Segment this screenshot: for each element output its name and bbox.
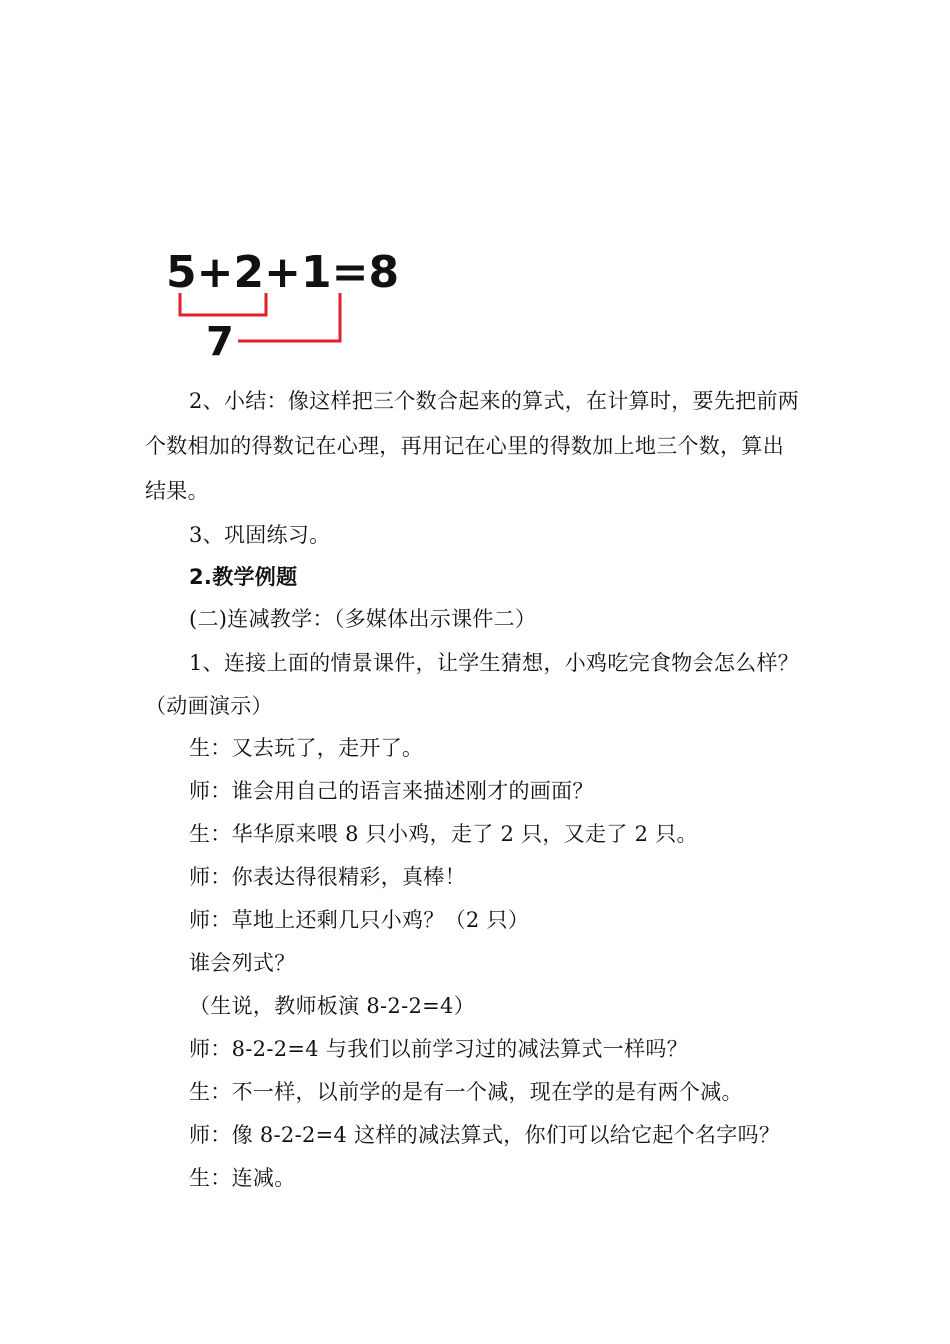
dialogue-line: 生：不一样，以前学的是有一个减，现在学的是有两个减。 (189, 1080, 743, 1104)
summary-line-2: 个数相加的得数记在心理，再用记在心里的得数加上地三个数，算出 (145, 434, 784, 458)
subsection-heading: (二)连减教学：（多媒体出示课件二） (189, 607, 537, 631)
dialogue-line: 师：8-2-2=4 与我们以前学习过的减法算式一样吗？ (189, 1037, 689, 1061)
dialogue-line: 师：像 8-2-2=4 这样的减法算式，你们可以给它起个名字吗？ (189, 1123, 781, 1147)
dialogue-line: 生：华华原来喂 8 只小鸡，走了 2 只，又走了 2 只。 (189, 822, 698, 846)
summary-line-3: 结果。 (145, 479, 209, 503)
dialogue-line: 生：连减。 (189, 1166, 296, 1190)
dialogue-line: 生：又去玩了，走开了。 (189, 736, 424, 760)
section-heading: 2.教学例题 (189, 565, 298, 589)
addition-diagram-graphic (160, 245, 450, 360)
addition-diagram (160, 245, 450, 360)
step-1-line-2: （动画演示） (145, 694, 273, 718)
dialogue-line: 师：草地上还剩几只小鸡？（2 只） (189, 908, 530, 932)
equation-text: 5+2+1=8 (166, 247, 400, 298)
practice-heading: 3、巩固练习。 (189, 523, 331, 547)
dialogue-line: （生说，教师板演 8-2-2=4） (189, 994, 476, 1018)
dialogue-line: 谁会列式？ (189, 951, 296, 975)
dialogue-line: 师：谁会用自己的语言来描述刚才的画面？ (189, 779, 594, 803)
step-1-line-1: 1、连接上面的情景课件，让学生猜想，小鸡吃完食物会怎么样？ (189, 651, 800, 675)
summary-line-1: 2、小结：像这样把三个数合起来的算式，在计算时，要先把前两 (189, 389, 800, 413)
sum-bracket (238, 293, 340, 341)
partial-sum-text: 7 (206, 319, 234, 360)
dialogue-line: 师：你表达得很精彩，真棒！ (189, 865, 466, 889)
